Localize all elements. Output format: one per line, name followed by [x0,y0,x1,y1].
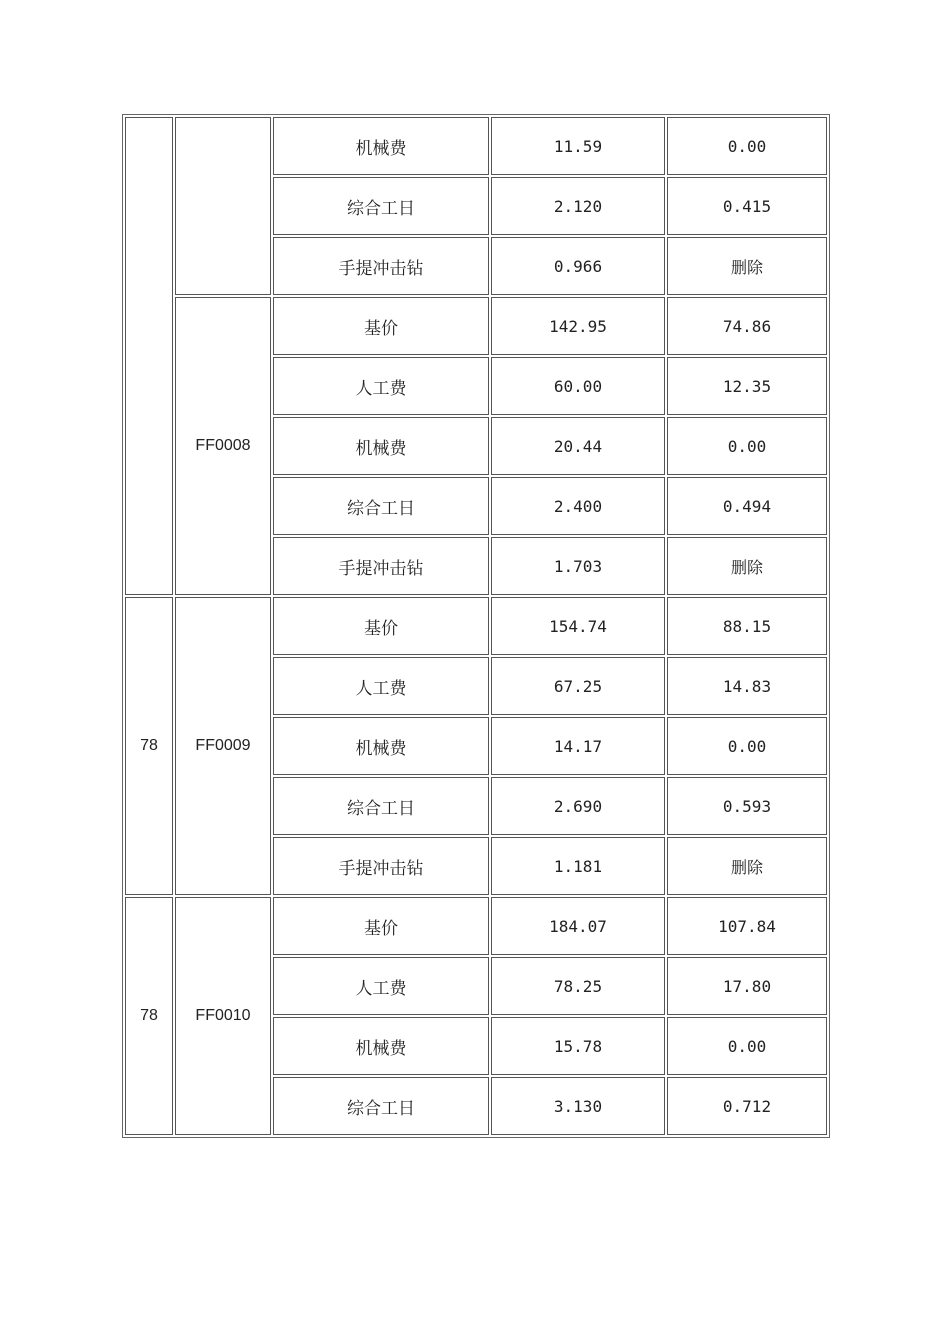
extra-cell: 0.00 [667,417,827,475]
code-cell: FF0010 [175,897,271,1135]
table-row [125,297,827,355]
extra-cell: 删除 [667,537,827,595]
item-name-cell: 综合工日 [273,477,489,535]
code-cell: FF0009 [175,597,271,895]
table-body [125,117,827,1135]
item-name-cell: 综合工日 [273,177,489,235]
item-name-cell: 人工费 [273,657,489,715]
value-cell: 1.181 [491,837,665,895]
item-name-cell: 手提冲击钻 [273,237,489,295]
item-name-cell: 机械费 [273,1017,489,1075]
extra-cell: 12.35 [667,357,827,415]
extra-cell: 0.415 [667,177,827,235]
table-row [125,597,827,655]
value-cell: 67.25 [491,657,665,715]
value-cell: 14.17 [491,717,665,775]
value-cell: 0.966 [491,237,665,295]
value-cell: 2.690 [491,777,665,835]
extra-cell: 0.712 [667,1077,827,1135]
item-name-cell: 综合工日 [273,1077,489,1135]
seq-cell [125,117,173,595]
item-name-cell: 手提冲击钻 [273,837,489,895]
table-row [125,897,827,955]
extra-cell: 74.86 [667,297,827,355]
extra-cell: 0.00 [667,1017,827,1075]
value-cell: 2.400 [491,477,665,535]
item-name-cell: 基价 [273,897,489,955]
item-name-cell: 机械费 [273,717,489,775]
item-name-cell: 机械费 [273,117,489,175]
item-name-cell: 人工费 [273,957,489,1015]
value-cell: 15.78 [491,1017,665,1075]
item-name-cell: 人工费 [273,357,489,415]
code-cell [175,117,271,295]
extra-cell: 删除 [667,237,827,295]
cost-table [122,114,830,1138]
seq-cell: 78 [125,897,173,1135]
extra-cell: 88.15 [667,597,827,655]
item-name-cell: 基价 [273,297,489,355]
seq-cell: 78 [125,597,173,895]
extra-cell: 0.494 [667,477,827,535]
value-cell: 78.25 [491,957,665,1015]
value-cell: 3.130 [491,1077,665,1135]
extra-cell: 14.83 [667,657,827,715]
code-cell: FF0008 [175,297,271,595]
value-cell: 154.74 [491,597,665,655]
item-name-cell: 手提冲击钻 [273,537,489,595]
value-cell: 142.95 [491,297,665,355]
extra-cell: 0.00 [667,117,827,175]
item-name-cell: 综合工日 [273,777,489,835]
value-cell: 184.07 [491,897,665,955]
value-cell: 20.44 [491,417,665,475]
extra-cell: 删除 [667,837,827,895]
extra-cell: 0.593 [667,777,827,835]
value-cell: 11.59 [491,117,665,175]
table-row [125,117,827,175]
extra-cell: 107.84 [667,897,827,955]
value-cell: 60.00 [491,357,665,415]
item-name-cell: 基价 [273,597,489,655]
value-cell: 2.120 [491,177,665,235]
extra-cell: 0.00 [667,717,827,775]
item-name-cell: 机械费 [273,417,489,475]
value-cell: 1.703 [491,537,665,595]
extra-cell: 17.80 [667,957,827,1015]
